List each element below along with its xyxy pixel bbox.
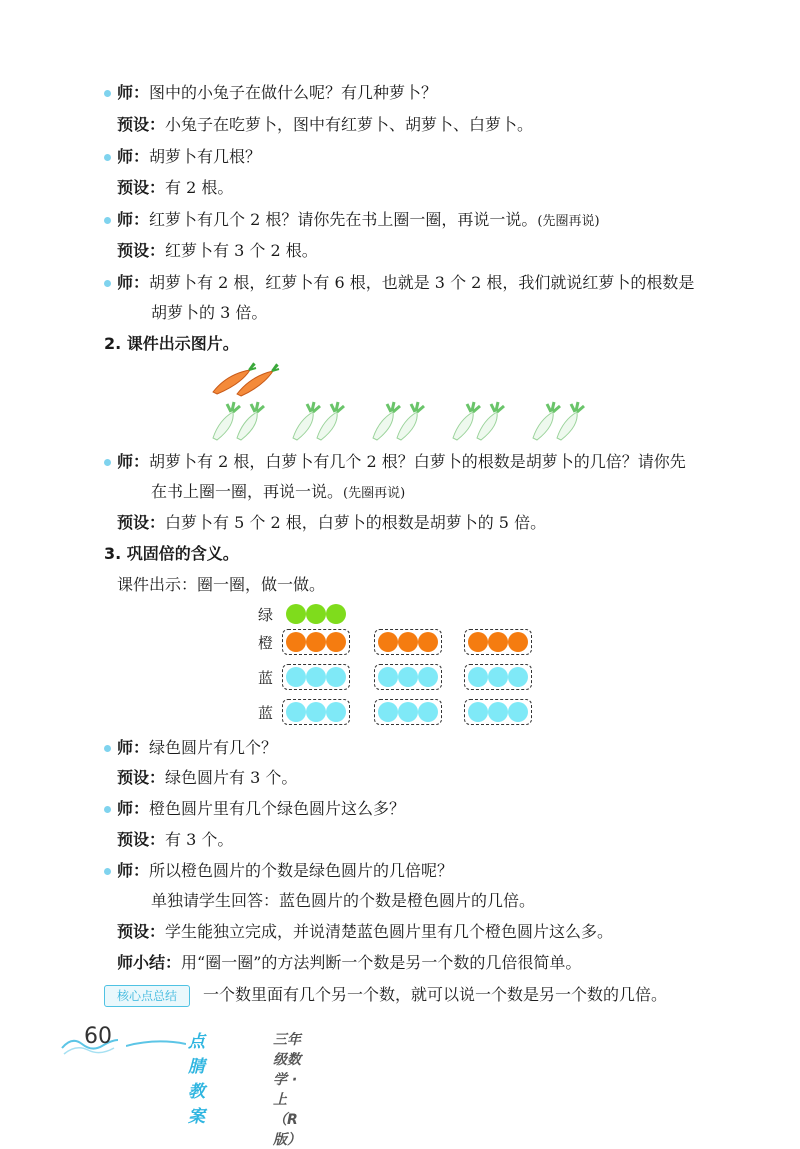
core-summary-text: 一个数里面有几个另一个数，就可以说一个数是另一个数的几倍。 [203,985,668,1004]
preset-answer [117,114,533,136]
white-radish-icon [317,402,344,440]
preset-answer [117,177,233,199]
page-number: 60 [84,1024,112,1049]
white-radish-icon [533,402,560,440]
orange-disc [326,632,346,652]
preset-answer [117,829,233,851]
green-disc [326,604,346,624]
preset-answer [117,767,297,789]
question-continuation: 单独请学生回答：蓝色圆片的个数是橙色圆片的几倍。 [151,891,536,910]
speaker-label: 预设： [117,922,166,941]
section-heading: 3. 巩固倍的含义。 [104,544,239,563]
blue-disc [378,702,398,722]
question-text: 胡萝卜有 2 根，白萝卜有几个 2 根？白萝卜的根数是胡萝卜的几倍？请你先 [149,452,686,471]
book-title: 三年级数学 · 上（R 版） [273,1032,301,1148]
teacher-question [117,209,600,233]
orange-disc [508,632,528,652]
white-radish-icon [477,402,504,440]
blue-disc [468,702,488,722]
question-continuation: 胡萝卜的 3 倍。 [151,303,268,322]
bullet-dot-icon [104,806,111,813]
blue-disc [488,667,508,687]
white-radish-icon [213,402,240,440]
brand-logo: 点腈教案 [188,1032,205,1127]
teacher-summary [117,952,581,974]
blue-disc [468,667,488,687]
blue-disc [418,667,438,687]
white-radish-icon [293,402,320,440]
answer-text: 学生能独立完成，并说清楚蓝色圆片里有几个橙色圆片这么多。 [165,922,614,941]
speaker-label: 师小结： [117,953,182,972]
footer-swoosh-icon [126,1038,186,1050]
question-text: 在书上圈一圈，再说一说。 [151,482,344,501]
white-radish-icon [397,402,424,440]
speaker-label: 师： [117,452,150,471]
question-text: 橙色圆片里有几个绿色圆片这么多？ [149,799,406,818]
speaker-label: 师： [117,861,150,880]
teacher-question [117,798,405,820]
core-summary-badge: 核心点总结 [104,985,190,1007]
blue-disc [488,702,508,722]
preset-answer [117,240,318,262]
row-label-green: 绿 [258,606,274,624]
blue-disc [286,667,306,687]
carrot-radish-illustration [205,360,595,445]
question-text: 绿色圆片有几个？ [149,738,278,757]
bullet-dot-icon [104,154,111,161]
green-disc [286,604,306,624]
question-text: 所以橙色圆片的个数是绿色圆片的几倍呢？ [149,861,454,880]
speaker-label: 预设： [117,241,166,260]
blue-disc [398,702,418,722]
speaker-label: 师： [117,83,150,102]
note-text: (先圈再说) [537,214,600,229]
orange-disc [418,632,438,652]
answer-text: 小兔子在吃萝卜，图中有红萝卜、胡萝卜、白萝卜。 [165,115,534,134]
blue-disc [286,702,306,722]
question-text: 红萝卜有几个 2 根？请你先在书上圈一圈，再说一说。 [149,210,538,229]
blue-disc [378,667,398,687]
teacher-question [117,272,694,294]
blue-disc [398,667,418,687]
question-text: 图中的小兔子在做什么呢？有几种萝卜？ [149,83,438,102]
bullet-dot-icon [104,90,111,97]
orange-disc [398,632,418,652]
bullet-dot-icon [104,459,111,466]
orange-disc [286,632,306,652]
row-label-orange: 橙 [258,634,274,652]
blue-disc [508,667,528,687]
speaker-label: 预设： [117,513,166,532]
question-text: 胡萝卜有几根？ [149,147,262,166]
answer-text: 绿色圆片有 3 个。 [165,768,298,787]
carrot-icon [237,364,279,396]
bullet-dot-icon [104,868,111,875]
blue-disc [418,702,438,722]
speaker-label: 预设： [117,830,166,849]
teacher-question [117,860,453,882]
teacher-question [117,737,277,759]
row-label-blue: 蓝 [258,704,274,722]
teacher-question [117,451,686,473]
white-radish-icon [373,402,400,440]
white-radish-icon [453,402,480,440]
note-text: (先圈再说) [343,486,406,501]
section-intro: 课件出示：圈一圈，做一做。 [117,575,326,594]
question-continuation [151,481,405,505]
blue-disc [326,702,346,722]
preset-answer [117,512,546,534]
speaker-label: 师： [117,273,150,292]
speaker-label: 师： [117,738,150,757]
bullet-dot-icon [104,745,111,752]
speaker-label: 师： [117,799,150,818]
white-radish-icon [237,402,264,440]
blue-disc [306,702,326,722]
green-disc [306,604,326,624]
speaker-label: 预设： [117,768,166,787]
blue-disc [326,667,346,687]
speaker-label: 预设： [117,178,166,197]
orange-disc [378,632,398,652]
teacher-question [117,82,437,104]
answer-text: 有 3 个。 [165,830,234,849]
preset-answer [117,921,613,943]
speaker-label: 预设： [117,115,166,134]
section-heading: 2. 课件出示图片。 [104,334,239,353]
bullet-dot-icon [104,280,111,287]
speaker-label: 师： [117,147,150,166]
teacher-question [117,146,261,168]
answer-text: 有 2 根。 [165,178,234,197]
answer-text: 红萝卜有 3 个 2 根。 [165,241,318,260]
question-text: 胡萝卜有 2 根，红萝卜有 6 根，也就是 3 个 2 根，我们就说红萝卜的根数是 [149,273,695,292]
blue-disc [508,702,528,722]
bullet-dot-icon [104,217,111,224]
summary-text: 用“圈一圈”的方法判断一个数是另一个数的几倍很简单。 [181,953,582,972]
white-radish-icon [557,402,584,440]
orange-disc [306,632,326,652]
answer-text: 白萝卜有 5 个 2 根，白萝卜的根数是胡萝卜的 5 倍。 [165,513,547,532]
row-label-blue: 蓝 [258,669,274,687]
orange-disc [468,632,488,652]
speaker-label: 师： [117,210,150,229]
blue-disc [306,667,326,687]
orange-disc [488,632,508,652]
